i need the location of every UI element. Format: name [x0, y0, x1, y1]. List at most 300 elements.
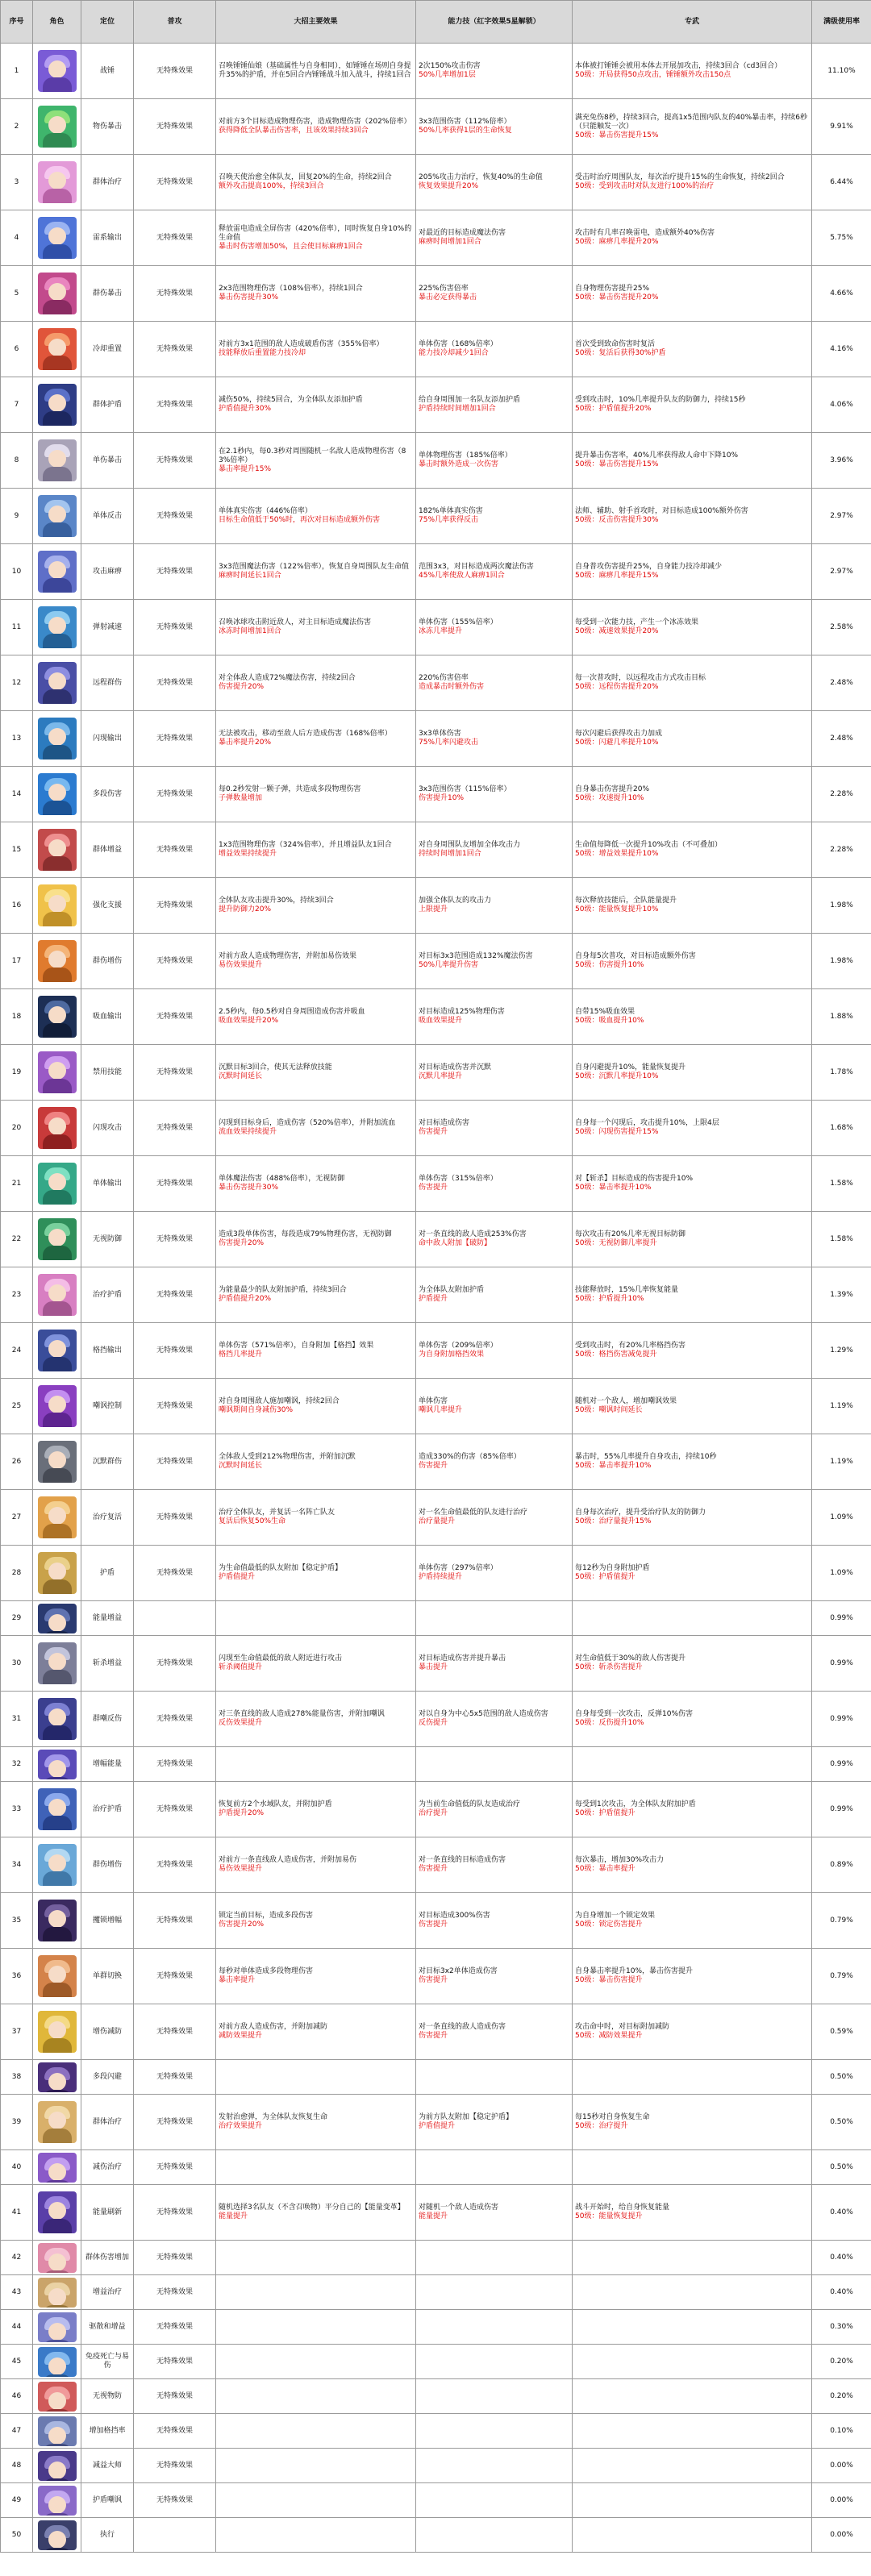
position-cell: 雷系输出 [81, 210, 134, 266]
ability-cell [416, 544, 573, 600]
position-cell: 沉默群伤 [81, 1434, 134, 1490]
character-cell [33, 1636, 81, 1692]
ability-text: 单体伤害 [419, 1397, 448, 1405]
ultimate-text: 闪现至生命值最低的敌人附近进行攻击 [219, 1654, 343, 1663]
usage-rate-cell: 3.96% [812, 433, 871, 489]
ultimate-unlock-text: 能量提升 [219, 2212, 248, 2220]
ability-cell [416, 1045, 573, 1101]
ultimate-text: 对前方敌人造成伤害，并附加减防 [219, 2023, 328, 2031]
table-row [1, 2449, 871, 2483]
ability-text: 对一名生命值最低的队友进行治疗 [419, 1509, 528, 1517]
position-cell: 强化支援 [81, 878, 134, 934]
weapon-cell [573, 2414, 812, 2449]
avatar-body [43, 2374, 72, 2377]
position-cell: 减伤治疗 [81, 2150, 134, 2185]
usage-rate-cell: 2.97% [812, 544, 871, 600]
character-avatar [38, 106, 77, 148]
weapon-text: 自身每次治疗，提升受治疗队友的防御力 [575, 1509, 706, 1517]
ultimate-cell [216, 2150, 416, 2185]
usage-rate-cell: 2.28% [812, 822, 871, 878]
ability-unlock-text: 为自身附加格挡效果 [419, 1350, 485, 1359]
table-row [1, 433, 871, 489]
position-cell: 吸血输出 [81, 989, 134, 1045]
ability-cell [416, 989, 573, 1045]
usage-rate-cell: 1.19% [812, 1379, 871, 1434]
ability-unlock-text: 伤害提升 [419, 2032, 448, 2040]
row-number: 4 [1, 210, 33, 266]
avatar-body [43, 133, 72, 148]
avatar-face [48, 672, 66, 690]
character-avatar [38, 1900, 77, 1941]
table-row [1, 1782, 871, 1837]
usage-rate-cell: 0.99% [812, 1782, 871, 1837]
normal-attack-cell: 无特殊效果 [134, 2310, 216, 2345]
character-avatar [38, 718, 77, 759]
ability-cell [416, 2275, 573, 2310]
usage-rate-cell: 0.20% [812, 2379, 871, 2414]
character-cell [33, 2483, 81, 2518]
ultimate-text: 对前方敌人造成物理伤害，并附加易伤效果 [219, 952, 357, 960]
usage-rate-cell: 1.29% [812, 1323, 871, 1379]
ability-text: 单体伤害（209%倍率） [419, 1342, 498, 1350]
character-avatar [38, 1107, 77, 1149]
ultimate-unlock-text: 治疗效果提升 [219, 2122, 263, 2130]
table-row [1, 1156, 871, 1212]
usage-rate-cell: 4.06% [812, 377, 871, 433]
avatar-body [43, 189, 72, 203]
weapon-cell [573, 1893, 812, 1949]
character-cell [33, 1837, 81, 1893]
weapon-unlock-text: 50级：受到攻击时对队友进行100%的治疗 [575, 182, 715, 190]
ability-unlock-text: 命中敌人附加【破防】 [419, 1239, 492, 1247]
normal-attack-cell: 无特殊效果 [134, 2275, 216, 2310]
ability-cell [416, 210, 573, 266]
ability-text: 单体伤害（315%倍率） [419, 1175, 498, 1183]
weapon-text: 每次闪避后获得攻击力加成 [575, 730, 663, 738]
weapon-text: 每15秒对自身恢复生命 [575, 2113, 650, 2121]
character-cell [33, 99, 81, 155]
weapon-unlock-text: 50级：护盾值提升20% [575, 405, 652, 413]
table-row [1, 1837, 871, 1893]
weapon-cell [573, 2518, 812, 2553]
usage-rate-cell: 0.59% [812, 2004, 871, 2060]
normal-attack-cell: 无特殊效果 [134, 767, 216, 822]
normal-attack-cell: 无特殊效果 [134, 2004, 216, 2060]
position-cell: 斩杀增益 [81, 1636, 134, 1692]
normal-attack-cell: 无特殊效果 [134, 1546, 216, 1601]
position-cell: 单体输出 [81, 1156, 134, 1212]
character-cell [33, 2379, 81, 2414]
header-position: 定位 [81, 1, 134, 44]
ability-text: 对目标造成125%物理伤害 [419, 1008, 505, 1016]
usage-rate-cell: 4.66% [812, 266, 871, 322]
avatar-face [48, 116, 66, 134]
weapon-text: 每次暴击，增加30%攻击力 [575, 1856, 665, 1864]
avatar-body [43, 689, 72, 704]
weapon-cell [573, 322, 812, 377]
ability-cell [416, 2185, 573, 2241]
ultimate-cell [216, 1267, 416, 1323]
character-avatar [38, 2520, 77, 2550]
weapon-cell [573, 377, 812, 433]
ability-text: 对一条直线的敌人造成伤害 [419, 2023, 506, 2031]
ultimate-unlock-text: 暴击率提升 [219, 1976, 256, 1984]
weapon-cell [573, 1782, 812, 1837]
row-number: 44 [1, 2310, 33, 2345]
weapon-cell [573, 489, 812, 544]
avatar-body [43, 522, 72, 537]
avatar-body [43, 1670, 72, 1684]
usage-rate-cell: 0.40% [812, 2241, 871, 2275]
normal-attack-cell: 无特殊效果 [134, 1692, 216, 1747]
ability-text: 对目标3x3范围造成132%魔法伤害 [419, 952, 533, 960]
ability-unlock-text: 伤害提升 [419, 1462, 448, 1470]
ultimate-cell [216, 322, 416, 377]
ability-cell [416, 2379, 573, 2414]
weapon-unlock-text: 50级：沉默几率提升10% [575, 1072, 659, 1080]
character-cell [33, 2518, 81, 2553]
avatar-face [48, 2358, 66, 2375]
weapon-text: 每一次普攻时，以远程攻击方式攻击目标 [575, 674, 706, 682]
weapon-cell [573, 878, 812, 934]
weapon-text: 受到攻击时，10%几率提升队友的防御力，持续15秒 [575, 396, 746, 404]
header-no: 序号 [1, 1, 33, 44]
normal-attack-cell: 无特殊效果 [134, 2150, 216, 2185]
character-avatar [38, 1844, 77, 1886]
character-avatar [38, 662, 77, 704]
ultimate-cell [216, 2449, 416, 2483]
ability-text: 单体伤害（297%倍率） [419, 1564, 498, 1572]
weapon-unlock-text: 50级：暴击率提升10% [575, 1462, 652, 1470]
ultimate-cell [216, 767, 416, 822]
table-row [1, 600, 871, 655]
row-number: 11 [1, 600, 33, 655]
ultimate-cell [216, 155, 416, 210]
weapon-unlock-text: 50级：减速效果提升20% [575, 627, 659, 635]
normal-attack-cell: 无特殊效果 [134, 2483, 216, 2518]
avatar-face [48, 1062, 66, 1080]
weapon-text: 攻击时有几率召唤雷电，造成额外40%伤害 [575, 229, 715, 237]
ultimate-text: 对前方3个目标造成物理伤害，造成物理伤害（202%倍率） [219, 118, 411, 126]
row-number: 7 [1, 377, 33, 433]
ability-cell [416, 1267, 573, 1323]
ultimate-text: 3x3范围魔法伤害（122%倍率），恢复自身周围队友生命值 [219, 563, 410, 571]
avatar-face [48, 1563, 66, 1580]
character-avatar [38, 1604, 77, 1633]
ability-cell [416, 377, 573, 433]
ultimate-cell [216, 878, 416, 934]
weapon-text: 自身物理伤害提升25% [575, 285, 650, 293]
usage-rate-cell: 2.48% [812, 655, 871, 711]
ability-text: 对随机一个敌人造成伤害 [419, 2204, 499, 2212]
table-row [1, 155, 871, 210]
character-cell [33, 767, 81, 822]
avatar-face [48, 394, 66, 412]
row-number: 31 [1, 1692, 33, 1747]
weapon-text: 自身每5次普攻，对目标造成额外伤害 [575, 952, 696, 960]
ultimate-unlock-text: 护盾值提升20% [219, 1295, 272, 1303]
ability-cell [416, 2150, 573, 2185]
avatar-face [48, 450, 66, 468]
ultimate-cell [216, 1379, 416, 1434]
position-cell: 治疗复活 [81, 1490, 134, 1546]
ability-cell [416, 878, 573, 934]
table-row [1, 2518, 871, 2553]
avatar-face [48, 1340, 66, 1358]
ability-unlock-text: 伤害提升 [419, 1184, 448, 1192]
avatar-face [48, 1614, 66, 1632]
position-cell: 执行 [81, 2518, 134, 2553]
row-number: 27 [1, 1490, 33, 1546]
ability-cell [416, 655, 573, 711]
ability-unlock-text: 上限提升 [419, 905, 448, 913]
ability-unlock-text: 嘲讽几率提升 [419, 1406, 463, 1414]
ability-cell [416, 1379, 573, 1434]
ultimate-cell [216, 2060, 416, 2095]
weapon-unlock-text: 50级：嘲讽时间延长 [575, 1406, 643, 1414]
usage-rate-cell: 6.44% [812, 155, 871, 210]
weapon-text: 生命值每降低一次提升10%攻击（不可叠加） [575, 841, 723, 849]
weapon-unlock-text: 50级：吸血提升10% [575, 1017, 644, 1025]
ultimate-text: 随机选择3名队友（不含召唤物）平分自己的【能量变革】 [219, 2204, 405, 2212]
character-avatar [38, 1163, 77, 1205]
position-cell: 治疗护盾 [81, 1267, 134, 1323]
character-avatar [38, 1698, 77, 1740]
character-avatar [38, 2191, 77, 2233]
ability-cell [416, 2310, 573, 2345]
normal-attack-cell: 无特殊效果 [134, 1101, 216, 1156]
position-cell: 治疗护盾 [81, 1782, 134, 1837]
ultimate-cell [216, 1692, 416, 1747]
usage-rate-cell: 1.88% [812, 989, 871, 1045]
position-cell: 攫锁增幅 [81, 1893, 134, 1949]
ultimate-cell [216, 2379, 416, 2414]
ultimate-text: 发射治愈弹，为全体队友恢复生命 [219, 2113, 328, 2121]
ultimate-text: 沉默目标3回合，使其无法释放技能 [219, 1063, 332, 1072]
ability-text: 205%攻击力治疗，恢复40%的生命值 [419, 173, 543, 181]
ability-unlock-text: 伤害提升 [419, 1976, 448, 1984]
character-cell [33, 44, 81, 99]
ability-cell [416, 2414, 573, 2449]
ability-text: 3x3单体伤害 [419, 730, 461, 738]
avatar-face [48, 2202, 66, 2220]
avatar-body [43, 1871, 72, 1886]
position-cell: 单群切换 [81, 1949, 134, 2004]
weapon-unlock-text: 50级：无视防御几率提升 [575, 1239, 657, 1247]
character-cell [33, 1546, 81, 1601]
position-cell: 群伤暴击 [81, 266, 134, 322]
usage-rate-cell: 5.75% [812, 210, 871, 266]
row-number: 28 [1, 1546, 33, 1601]
avatar-body [43, 2548, 72, 2550]
character-cell [33, 989, 81, 1045]
ultimate-cell [216, 1490, 416, 1546]
position-cell: 物伤暴击 [81, 99, 134, 155]
ultimate-unlock-text: 易伤效果提升 [219, 961, 263, 969]
avatar-face [48, 617, 66, 635]
normal-attack-cell: 无特殊效果 [134, 1156, 216, 1212]
row-number: 6 [1, 322, 33, 377]
position-cell: 嘲讽控制 [81, 1379, 134, 1434]
ability-text: 造成330%的伤害（85%倍率） [419, 1453, 521, 1461]
normal-attack-cell: 无特殊效果 [134, 1434, 216, 1490]
ability-unlock-text: 伤害提升10% [419, 794, 465, 802]
ultimate-cell [216, 1045, 416, 1101]
character-cell [33, 210, 81, 266]
row-number: 47 [1, 2414, 33, 2449]
avatar-face [48, 561, 66, 579]
ultimate-text: 对三条直线的敌人造成278%能量伤害，并附加嘲讽 [219, 1710, 385, 1718]
avatar-body [43, 1725, 72, 1740]
table-row [1, 767, 871, 822]
ability-text: 3x3范围伤害（112%倍率） [419, 118, 511, 126]
row-number: 43 [1, 2275, 33, 2310]
header-normal-attack: 普攻 [134, 1, 216, 44]
ultimate-unlock-text: 暴击率提升15% [219, 464, 272, 473]
row-number: 24 [1, 1323, 33, 1379]
normal-attack-cell: 无特殊效果 [134, 989, 216, 1045]
avatar-body [43, 1524, 72, 1538]
weapon-cell [573, 1101, 812, 1156]
avatar-body [43, 2478, 72, 2481]
position-cell: 单伤暴击 [81, 433, 134, 489]
character-cell [33, 1601, 81, 1636]
character-avatar [38, 1642, 77, 1684]
ability-cell [416, 155, 573, 210]
position-cell: 群体治疗 [81, 2095, 134, 2150]
usage-rate-cell: 0.20% [812, 2345, 871, 2379]
header-row [1, 1, 871, 44]
table-row [1, 2379, 871, 2414]
ability-unlock-text: 50%几率获得1层的生命恢复 [419, 127, 512, 135]
weapon-cell [573, 1747, 812, 1782]
ability-unlock-text: 伤害提升 [419, 1128, 448, 1136]
usage-rate-cell: 0.30% [812, 2310, 871, 2345]
character-avatar [38, 2347, 77, 2377]
avatar-face [48, 1966, 66, 1983]
weapon-text: 每受到1次攻击，为全体队友附加护盾 [575, 1800, 696, 1808]
weapon-unlock-text: 50级：伤害提升10% [575, 961, 644, 969]
header-role: 角色 [33, 1, 81, 44]
row-number: 17 [1, 934, 33, 989]
ability-text: 对目标造成伤害 [419, 1119, 470, 1127]
character-avatar [38, 1788, 77, 1830]
normal-attack-cell: 无特殊效果 [134, 655, 216, 711]
normal-attack-cell: 无特殊效果 [134, 1949, 216, 2004]
avatar-face [48, 839, 66, 857]
ability-cell [416, 1636, 573, 1692]
ability-cell [416, 822, 573, 878]
usage-rate-cell: 0.99% [812, 1747, 871, 1782]
usage-rate-cell: 1.09% [812, 1546, 871, 1601]
normal-attack-cell: 无特殊效果 [134, 2379, 216, 2414]
ability-cell [416, 1692, 573, 1747]
position-cell: 群伤增伤 [81, 934, 134, 989]
avatar-body [43, 968, 72, 982]
position-cell: 群伤增伤 [81, 1837, 134, 1893]
row-number: 50 [1, 2518, 33, 2553]
weapon-text: 每受到一次能力技，产生一个冰冻效果 [575, 618, 699, 626]
avatar-face [48, 1117, 66, 1135]
weapon-unlock-text: 50级：攻速提升10% [575, 794, 644, 802]
row-number: 37 [1, 2004, 33, 2060]
weapon-text: 自身暴击伤害提升20% [575, 785, 650, 793]
weapon-text: 对【斩杀】目标造成的伤害提升10% [575, 1175, 694, 1183]
ability-cell [416, 1212, 573, 1267]
position-cell: 闪现输出 [81, 711, 134, 767]
ultimate-cell [216, 1101, 416, 1156]
ultimate-unlock-text: 流血效果持续提升 [219, 1128, 277, 1136]
table-row [1, 1490, 871, 1546]
character-avatar [38, 328, 77, 370]
weapon-text: 受到攻击时，有20%几率格挡伤害 [575, 1342, 686, 1350]
character-avatar [38, 996, 77, 1038]
ability-unlock-text: 伤害提升 [419, 1921, 448, 1929]
weapon-text: 战斗开始时，给自身恢复能量 [575, 2204, 670, 2212]
position-cell: 免疫死亡与易伤 [81, 2345, 134, 2379]
ultimate-text: 锁定当前目标，造成多段伤害 [219, 1912, 314, 1920]
ultimate-text: 1x3范围物理伤害（324%倍率），并且增益队友1回合 [219, 841, 392, 849]
normal-attack-cell: 无特殊效果 [134, 433, 216, 489]
character-avatar [38, 1051, 77, 1093]
character-cell [33, 1212, 81, 1267]
ability-cell [416, 1434, 573, 1490]
normal-attack-cell: 无特殊效果 [134, 210, 216, 266]
ultimate-unlock-text: 护盾提升20% [219, 1809, 265, 1817]
normal-attack-cell: 无特殊效果 [134, 99, 216, 155]
weapon-cell [573, 544, 812, 600]
normal-attack-cell: 无特殊效果 [134, 377, 216, 433]
row-number: 46 [1, 2379, 33, 2414]
ultimate-unlock-text: 格挡几率提升 [219, 1350, 263, 1359]
table-row [1, 1893, 871, 1949]
ultimate-cell [216, 1782, 416, 1837]
avatar-face [48, 1284, 66, 1302]
avatar-body [43, 2129, 72, 2143]
row-number: 34 [1, 1837, 33, 1893]
ability-cell [416, 711, 573, 767]
avatar-face [48, 2163, 66, 2181]
table-row [1, 1747, 871, 1782]
character-avatar [38, 829, 77, 871]
character-cell [33, 1747, 81, 1782]
ability-unlock-text: 沉默几率提升 [419, 1072, 463, 1080]
avatar-body [43, 801, 72, 815]
ability-cell [416, 1949, 573, 2004]
table-row [1, 544, 871, 600]
character-cell [33, 2060, 81, 2095]
table-row [1, 1434, 871, 1490]
usage-rate-cell: 11.10% [812, 44, 871, 99]
avatar-body [43, 1357, 72, 1371]
weapon-text: 暴击时，55%几率提升自身攻击，持续10秒 [575, 1453, 717, 1461]
ability-cell [416, 2345, 573, 2379]
ability-text: 单体物理伤害（185%倍率） [419, 452, 512, 460]
weapon-cell [573, 266, 812, 322]
ultimate-cell [216, 822, 416, 878]
weapon-cell [573, 2150, 812, 2185]
avatar-body [43, 1777, 72, 1779]
ability-cell [416, 600, 573, 655]
character-avatar [38, 1496, 77, 1538]
avatar-body [43, 2513, 72, 2516]
normal-attack-cell: 无特殊效果 [134, 822, 216, 878]
usage-rate-cell: 1.98% [812, 878, 871, 934]
ultimate-unlock-text: 伤害提升20% [219, 683, 265, 691]
weapon-cell [573, 44, 812, 99]
ultimate-text: 闪现到目标身后，造成伤害（520%倍率），并附加流血 [219, 1119, 396, 1127]
ability-cell [416, 1156, 573, 1212]
